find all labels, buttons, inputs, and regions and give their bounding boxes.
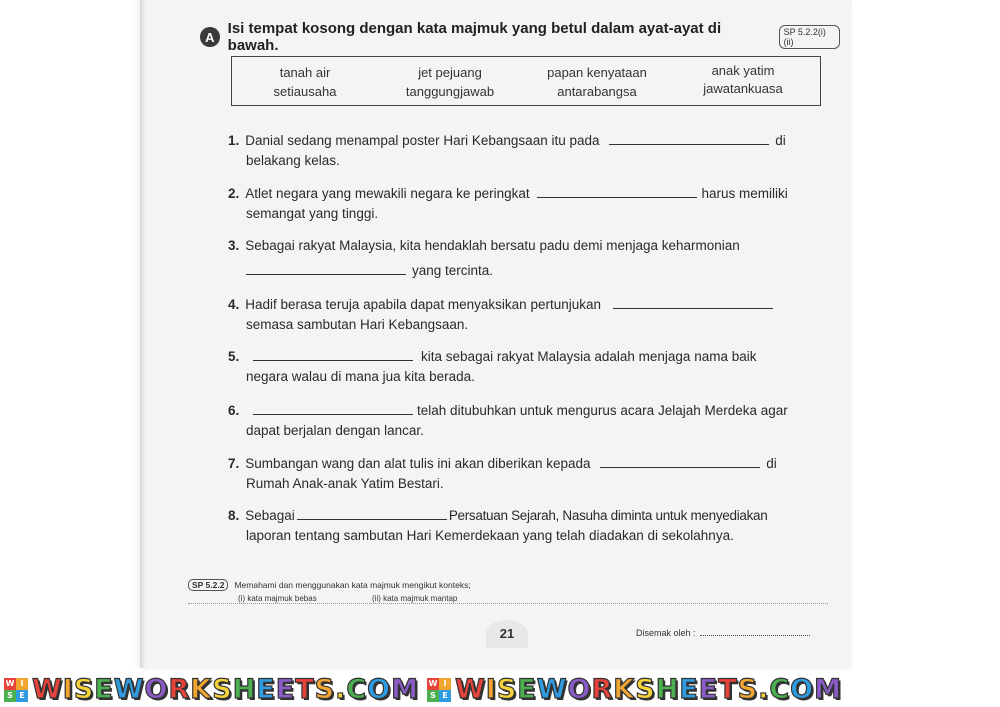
question-number: 1. [228,133,240,148]
question-number: 4. [228,297,240,312]
logo-letter: E [439,690,451,702]
word-option: jawatankuasa [703,81,783,96]
banner-letter: E [517,674,537,705]
sp-code-badge: SP 5.2.2(i)(ii) [779,25,840,49]
question-text: Rumah Anak-anak Yatim Bestari. [246,476,444,491]
logo-letter: S [4,690,16,702]
question-3 [228,236,832,281]
banner-letter: W [536,674,568,705]
banner-text [32,674,419,705]
question-text: belakang kelas. [246,153,340,168]
checked-by [636,628,810,638]
banner-letter: E [94,674,114,705]
banner-letter: W [455,674,486,705]
banner-letter: E [256,674,276,705]
banner-letter: E [275,674,296,705]
answer-blank[interactable] [609,130,769,145]
banner-letter: I [485,674,497,705]
word-option: antarabangsa [557,84,637,99]
footer-sub-item: (i) kata majmuk bebas [238,594,317,603]
banner-letter: E [679,674,699,705]
answer-blank[interactable] [613,294,773,309]
logo-letter: W [428,679,438,688]
answer-blank[interactable] [253,346,413,361]
page-number: 21 [486,620,528,648]
wise-logo-icon [4,678,28,702]
banner-letter: M [814,674,842,705]
word-option: anak yatim [711,63,775,78]
answer-blank[interactable] [600,453,760,468]
word-box [231,56,821,106]
question-text: dapat berjalan dengan lancar. [246,423,424,438]
question-5 [228,346,832,387]
banner-letter: K [190,674,213,705]
question-text: di [766,456,777,471]
question-number: 3. [228,238,240,253]
banner-letter: . [335,674,347,705]
section-title: Isi tempat kosong dengan kata majmuk yang betul dalam ayat-ayat di bawah. [227,20,722,54]
word-option: papan kenyataan [547,65,647,80]
banner-letter: O [367,674,392,705]
question-text: Atlet negara yang mewakili negara ke peringkat [245,186,530,201]
word-option: jet pejuang [418,65,482,80]
word-option: tanggungjawab [405,84,495,99]
banner-letter: R [168,674,191,705]
banner-letter: O [790,674,815,705]
banner-letter: I [62,674,74,705]
question-text: Hadif berasa teruja apabila dapat menyaksikan pertunjukan [245,297,601,312]
banner-letter: O [144,674,169,705]
section-heading [200,20,840,54]
answer-blank[interactable] [537,183,697,198]
footer-sp-text: Memahami dan menggunakan kata majmuk mengikut konteks; [234,580,471,590]
question-2 [228,183,832,224]
question-text: di [775,133,786,148]
question-6 [228,400,832,441]
banner-letter: . [758,674,770,705]
question-text: semasa sambutan Hari Kebangsaan. [246,317,469,332]
banner-letter: O [567,674,592,705]
answer-blank[interactable] [253,400,413,415]
footer-divider [188,603,828,604]
answer-blank[interactable] [297,505,447,520]
question-number: 7. [228,456,240,471]
banner-letter: C [346,674,368,705]
banner-letter: T [718,674,738,705]
section-badge: A [200,27,220,47]
wise-logo-icon [427,678,451,702]
banner-letter: W [113,674,145,705]
logo-letter: I [16,678,28,690]
question-text: laporan tentang sambutan Hari Kemerdekaan yang telah diadakan di sekolahnya. [246,528,734,543]
banner-letter: R [591,674,614,705]
banner-letter: H [655,674,680,705]
banner-letter: W [32,674,63,705]
word-option: setiausaha [273,84,337,99]
logo-letter: W [5,679,15,688]
question-text: telah ditubuhkan untuk mengurus acara Jelajah Merdeka agar [417,403,788,418]
banner-letter: S [212,674,233,705]
logo-letter: I [439,678,451,690]
question-number: 5. [228,349,240,364]
logo-letter: E [16,690,28,702]
banner-letter: C [769,674,791,705]
question-text: Sebagai rakyat Malaysia, kita hendaklah bersatu padu demi menjaga keharmonian [245,238,740,253]
signature-line[interactable] [700,635,810,636]
banner-letter: M [391,674,419,705]
banner-letter: E [698,674,719,705]
logo-letter: S [427,690,439,702]
question-1 [228,130,832,171]
banner-letter: S [314,674,336,705]
question-number: 2. [228,186,240,201]
question-7 [228,453,832,494]
question-text: Sebagai [245,508,295,523]
watermark-banner [0,672,1000,707]
footer-standard [188,580,471,590]
banner-letter: K [613,674,636,705]
question-text: semangat yang tinggi. [246,206,379,221]
question-text: negara walau di mana jua kita berada. [246,369,475,384]
question-text: harus memiliki [701,186,788,201]
banner-letter: S [496,674,518,705]
banner-letter: H [232,674,257,705]
footer-sub-item: (ii) kata majmuk mantap [372,594,458,603]
word-option: tanah air [279,65,331,80]
banner-letter: S [635,674,656,705]
question-4 [228,294,832,335]
question-number: 8. [228,508,240,523]
banner-letter: T [295,674,315,705]
banner-letter: S [73,674,95,705]
question-text: Danial sedang menampal poster Hari Kebangsaan itu pada [245,133,600,148]
question-number: 6. [228,403,240,418]
question-text: yang tercinta. [412,263,494,278]
footer-sp-tag: SP 5.2.2 [188,579,228,591]
banner-text [455,674,842,705]
question-text: kita sebagai rakyat Malaysia adalah menjaga nama baik [421,349,757,364]
answer-blank[interactable] [246,260,406,275]
question-8 [228,505,832,546]
checked-by-label: Disemak oleh : [636,628,696,638]
question-text: Sumbangan wang dan alat tulis ini akan diberikan kepada [245,456,591,471]
banner-letter: S [737,674,759,705]
question-text: Persatuan Sejarah, Nasuha diminta untuk menyediakan [448,508,768,523]
